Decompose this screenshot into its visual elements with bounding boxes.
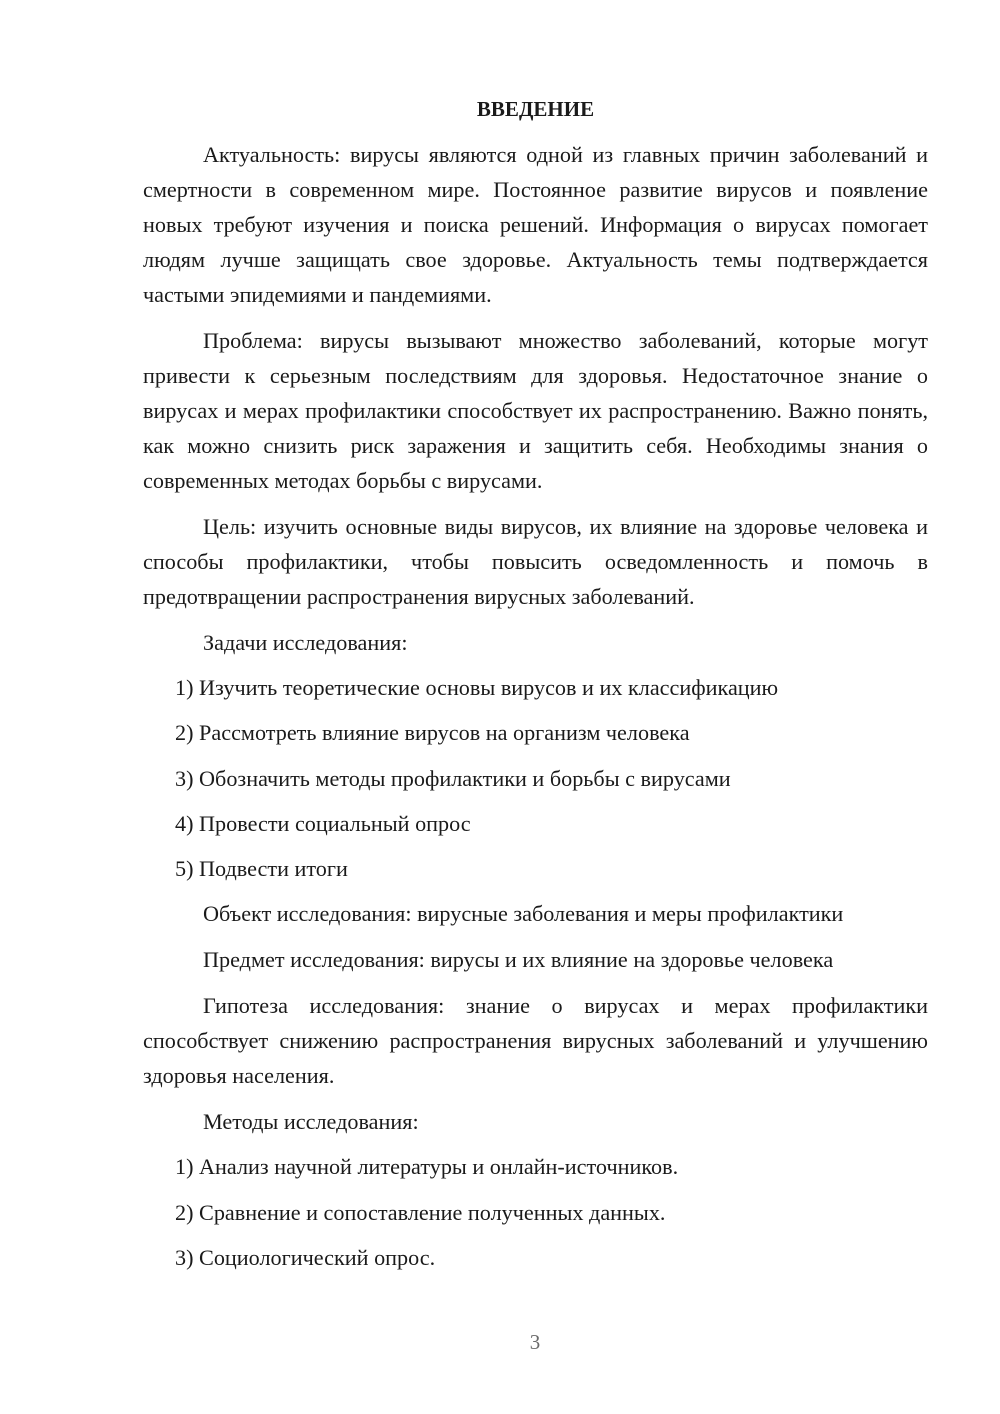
hypothesis-paragraph: Гипотеза исследования: знание о вирусах и мерах профилактики способствует снижению распространения вирусных заболеваний и улучшению здоровья населения. [143, 993, 928, 1089]
problem-paragraph: Проблема: вирусы вызывают множество заболеваний, которые могут привести к серьезным последствиям для здоровья. Недостаточное знание о вирусах и мерах профилактики способствует их распространению. Важно понять, как можно снизить риск заражения и защитить себя. Необходимы знания о современных методах борьбы с вирусами. [143, 328, 928, 493]
method-item: 2) Сравнение и сопоставление полученных данных. [175, 1199, 666, 1225]
research-object: Объект исследования: вирусные заболевания и меры профилактики [203, 901, 844, 927]
method-item: 3) Социологический опрос. [175, 1245, 436, 1271]
task-item: 4) Провести социальный опрос [175, 810, 471, 836]
relevance-paragraph: Актуальность: вирусы являются одной из главных причин заболеваний и смертности в современном мире. Постоянное развитие вирусов и появление новых требуют изучения и поиска решений. Информация о вирусах помогает людям лучше защищать свое здоровье. Актуальность темы подтверждается частыми эпидемиями и пандемиями. [143, 142, 928, 307]
tasks-heading: Задачи исследования: [203, 630, 408, 655]
methods-heading: Методы исследования: [203, 1109, 419, 1135]
task-item: 1) Изучить теоретические основы вирусов и их классификацию [175, 675, 779, 700]
section-title: ВВЕДЕНИЕ [476, 97, 595, 121]
task-item: 5) Подвести итоги [175, 856, 348, 882]
research-subject: Предмет исследования: вирусы и их влияние на здоровье человека [203, 947, 834, 973]
task-item: 3) Обозначить методы профилактики и борьбы с вирусами [175, 765, 731, 791]
method-item: 1) Анализ научной литературы и онлайн-источников. [175, 1154, 679, 1180]
goal-paragraph: Цель: изучить основные виды вирусов, их влияние на здоровье человека и способы профилактики, чтобы повысить осведомленность и помочь в предотвращении распространения вирусных заболеваний. [143, 514, 928, 609]
page-number: 3 [529, 1330, 541, 1354]
task-item: 2) Рассмотреть влияние вирусов на организм человека [175, 720, 690, 746]
document-page [143, 92, 928, 1285]
